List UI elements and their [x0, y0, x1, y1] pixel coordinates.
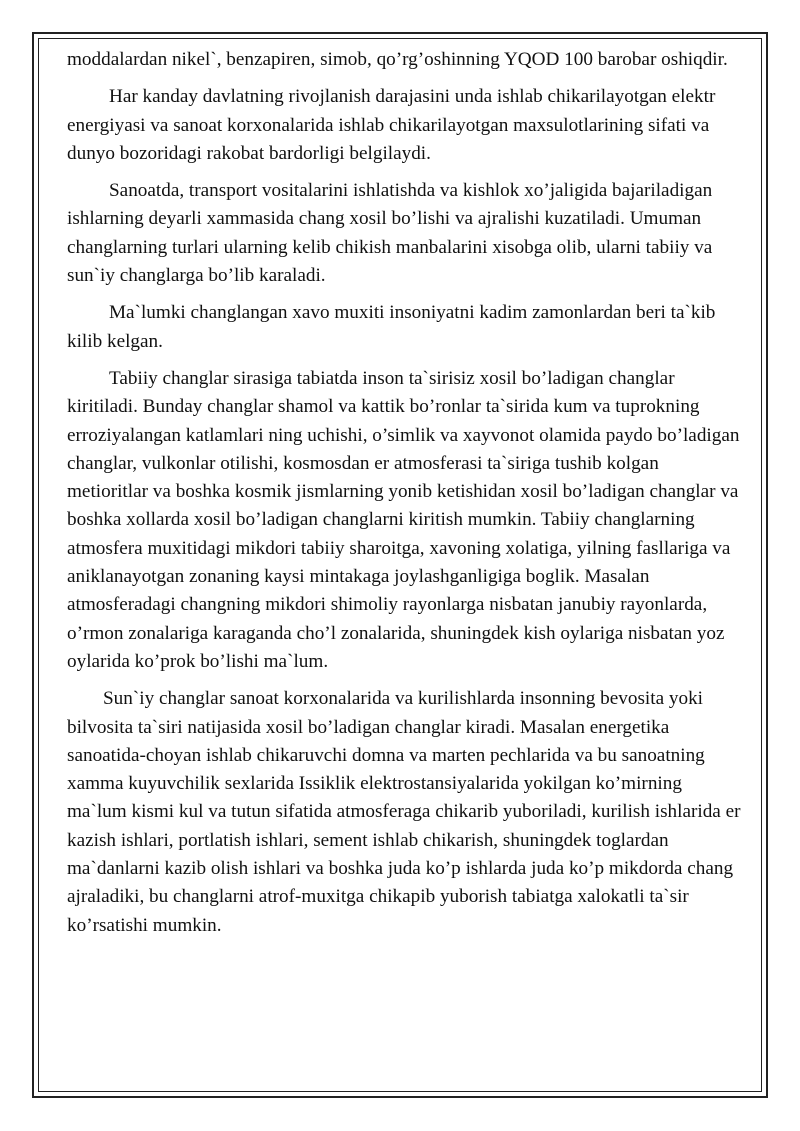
paragraph-artificial-dust: Sun`iy changlar sanoat korxonalarida va kurilishlarda insonning bevosita yoki bilvosita ta`siri natijasida xosil bo’ladigan changlar kiradi. Masalan energetika sanoatida-choyan ishlab chikaruvchi domna va marten pechlarida va bu sanoatning xamma kuyuvchilik sexlarida Issiklik elektrostansiyalarida yokilgan ko’mirning ma`lum kismi kul va tutun sifatida atmosferaga chikarib yuboriladi, kurilish ishlarida er kazish ishlari, portlatish ishlari, sement ishlab chikarish, shuningdek toglardan ma`danlarni kazib olish ishlari va boshka juda ko’p ishlarda juda ko’p mikdorda chang ajraladiki, bu changlarni atrof-muxitga chikapib yuborish tabiatga xalokatli ta`sir ko’rsatishi mumkin.: [67, 688, 741, 936]
paragraph-industry-dust: Sanoatda, transport vositalarini ishlatishda va kishlok xo’jaligida bajariladigan ishlarning deyarli xammasida chang xosil bo’lishi va ajralishi kuzatiladi. Umuman changlarning turlari ularning kelib chikish manbalarini xisobga olib, ularni tabiiy va sun`iy changlarga bo’lib karaladi.: [67, 180, 713, 287]
paragraph-natural-dust: Tabiiy changlar sirasiga tabiatda inson ta`sirisiz xosil bo’ladigan changlar kiritiladi. Bunday changlar shamol va kattik bo’ronlar ta`sirida kum va tuprokning erroziyalangan katlamlari ning uchishi, o’simlik va xayvonot olamida paydo bo’ladigan changlar, vulkonlar otilishi, kosmosdan er atmosferasi ta`siriga tushib kolgan metioritlar va boshka kosmik jismlarning yonib ketishidan xosil bo’ladigan changlar va boshka xollarda xosil bo’ladigan changlarni kiritish mumkin. Tabiiy changlarning atmosfera muxitidagi mikdori tabiiy sharoitga, xavoning xolatiga, yilning fasllariga va aniklanayotgan zonaning kaysi mintakaga joylashganligiga boglik. Masalan atmosferadagi changning mikdori shimoliy rayonlarga nisbatan janubiy rayonlarda, o’rmon zonalariga karaganda cho’l zonalarida, shuningdek kish oylariga nisbatan yoz oylarida ko’prok bo’lishi ma`lum.: [67, 367, 740, 672]
paragraph-dusty-air: Ma`lumki changlangan xavo muxiti insoniyatni kadim zamonlardan beri ta`kib kilib kelgan.: [67, 302, 716, 352]
document-body: [67, 46, 743, 949]
paragraph-continuation: moddalardan nikel`, benzapiren, simob, qo’rg’oshinning YQOD 100 barobar oshiqdir.: [67, 49, 728, 70]
paragraph-development: Har kanday davlatning rivojlanish darajasini unda ishlab chikarilayotgan elektr energiyasi va sanoat korxonalarida ishlab chikarilayotgan maxsulotlarining sifati va dunyo bozoridagi rakobat bardorligi belgilaydi.: [67, 86, 716, 164]
